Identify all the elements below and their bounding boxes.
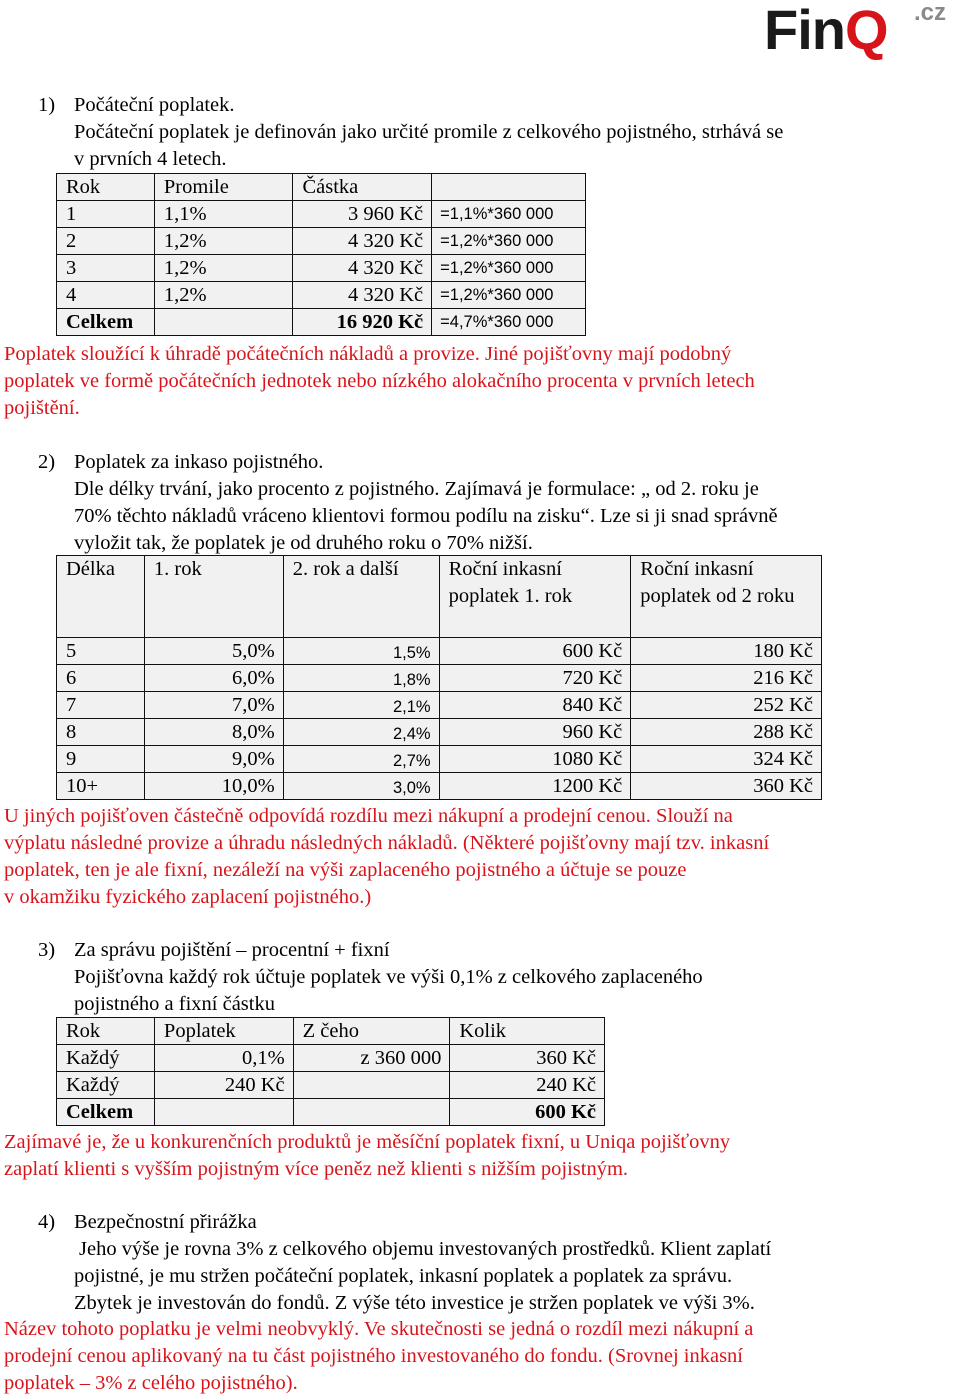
table-header-row	[57, 1018, 605, 1045]
section-2-note: výplatu následné provize a úhradu následných nákladů. (Některé pojišťovny mají tzv. inkasní	[4, 832, 770, 854]
section-4-text: Zbytek je investován do fondů. Z výše této investice je stržen poplatek ve výši 3%.	[74, 1292, 755, 1314]
collection-fee-table	[56, 555, 822, 800]
table-cell: 1,5%	[283, 638, 439, 665]
table-header-cell: Rok	[57, 174, 155, 201]
table-cell: 1,8%	[283, 665, 439, 692]
table-header-row	[57, 174, 586, 201]
table-cell: 4 320 Kč	[293, 255, 432, 282]
table-row	[57, 692, 822, 719]
table-row	[57, 746, 822, 773]
table-cell: 10+	[57, 773, 145, 800]
section-2-text: 70% těchto nákladů vráceno klientovi formou podílu na zisku“. Lze si ji snad správně	[74, 505, 778, 527]
table-cell	[293, 1072, 450, 1099]
table-cell	[293, 1099, 450, 1126]
section-2-note: v okamžiku fyzického zaplacení pojistného.)	[4, 886, 372, 908]
table-cell: 720 Kč	[439, 665, 631, 692]
table-cell: 7	[57, 692, 145, 719]
table-total-row	[57, 309, 586, 336]
section-2-note: U jiných pojišťoven částečně odpovídá rozdílu mezi nákupní a prodejní cenou. Slouží na	[4, 805, 733, 827]
section-3-text: Pojišťovna každý rok účtuje poplatek ve výši 0,1% z celkového zaplaceného	[74, 966, 703, 988]
section-2-number: 2)	[38, 451, 56, 473]
section-4-note: prodejní cenou aplikovaný na tu část pojistného investovaného do fondu. (Srovnej inkasní	[4, 1345, 743, 1367]
table-cell: 5,0%	[144, 638, 283, 665]
table-cell: =1,1%*360 000	[432, 201, 586, 228]
section-4-text: Jeho výše je rovna 3% z celkového objemu investovaných prostředků. Klient zaplatí	[79, 1238, 772, 1260]
table-cell: 1080 Kč	[439, 746, 631, 773]
table-cell: Každý	[57, 1045, 155, 1072]
table-cell: 1	[57, 201, 155, 228]
table-cell: 288 Kč	[631, 719, 822, 746]
table-cell: 10,0%	[144, 773, 283, 800]
section-4-note: Název tohoto poplatku je velmi neobvyklý. Ve skutečnosti se jedná o rozdíl mezi nákupní a	[4, 1318, 754, 1340]
section-1-text: v prvních 4 letech.	[74, 148, 227, 170]
table-cell: 240 Kč	[450, 1072, 605, 1099]
table-cell: 3	[57, 255, 155, 282]
section-1-note: pojištění.	[4, 397, 80, 419]
table-cell: 1,1%	[154, 201, 293, 228]
table-cell: 5	[57, 638, 145, 665]
section-4-note: poplatek – 3% z celého pojistného).	[4, 1372, 298, 1394]
table-cell: 6	[57, 665, 145, 692]
table-row	[57, 1072, 605, 1099]
table-cell: 9	[57, 746, 145, 773]
section-3-number: 3)	[38, 939, 56, 961]
table-total-row	[57, 1099, 605, 1126]
table-cell: 6,0%	[144, 665, 283, 692]
table-cell: 2,7%	[283, 746, 439, 773]
admin-fee-table	[56, 1017, 605, 1126]
table-cell: 3,0%	[283, 773, 439, 800]
table-cell	[154, 309, 293, 336]
table-header-cell: Z čeho	[293, 1018, 450, 1045]
table-header-cell: 2. rok a další	[283, 556, 439, 638]
table-row	[57, 638, 822, 665]
table-cell: Celkem	[57, 309, 155, 336]
table-row	[57, 201, 586, 228]
table-cell: 1,2%	[154, 255, 293, 282]
section-2-text: vyložit tak, že poplatek je od druhého roku o 70% nižší.	[74, 532, 533, 554]
table-header-cell: Rok	[57, 1018, 155, 1045]
table-cell: 360 Kč	[631, 773, 822, 800]
table-row	[57, 719, 822, 746]
table-cell: =1,2%*360 000	[432, 255, 586, 282]
table-cell: 2,4%	[283, 719, 439, 746]
table-cell: 960 Kč	[439, 719, 631, 746]
section-2-text: Dle délky trvání, jako procento z pojistného. Zajímavá je formulace: „ od 2. roku je	[74, 478, 759, 500]
table-header-row	[57, 556, 822, 638]
section-4-number: 4)	[38, 1211, 56, 1233]
section-1-text: Počáteční poplatek je definován jako určité promile z celkového pojistného, strhává se	[74, 121, 784, 143]
table-cell: 0,1%	[154, 1045, 293, 1072]
table-cell: 2,1%	[283, 692, 439, 719]
logo-q: Q	[844, 0, 888, 61]
table-header-cell: Délka	[57, 556, 145, 638]
table-cell: Celkem	[57, 1099, 155, 1126]
table-row	[57, 282, 586, 309]
table-cell: 1,2%	[154, 228, 293, 255]
table-cell: 2	[57, 228, 155, 255]
table-cell: 7,0%	[144, 692, 283, 719]
table-cell: 1,2%	[154, 282, 293, 309]
table-header-cell	[432, 174, 586, 201]
section-1-note: poplatek ve formě počátečních jednotek nebo nízkého alokačního procenta v prvních letech	[4, 370, 755, 392]
table-cell: 324 Kč	[631, 746, 822, 773]
table-cell: 252 Kč	[631, 692, 822, 719]
section-1-number: 1)	[38, 94, 56, 116]
table-cell: 3 960 Kč	[293, 201, 432, 228]
table-cell: 360 Kč	[450, 1045, 605, 1072]
table-cell: 600 Kč	[450, 1099, 605, 1126]
section-3-note: zaplatí klienti s vyšším pojistným více peněz než klienti s nižším pojistným.	[4, 1158, 629, 1180]
table-cell: 4 320 Kč	[293, 282, 432, 309]
table-cell: =1,2%*360 000	[432, 228, 586, 255]
table-cell: 240 Kč	[154, 1072, 293, 1099]
table-cell: =1,2%*360 000	[432, 282, 586, 309]
table-cell: 8	[57, 719, 145, 746]
section-1-note: Poplatek sloužící k úhradě počátečních nákladů a provize. Jiné pojišťovny mají podobný	[4, 343, 732, 365]
table-cell: 9,0%	[144, 746, 283, 773]
table-cell: 840 Kč	[439, 692, 631, 719]
table-header-cell: Promile	[154, 174, 293, 201]
section-3-title: Za správu pojištění – procentní + fixní	[74, 939, 390, 961]
logo-tld: .cz	[914, 0, 947, 26]
table-header-cell: Kolik	[450, 1018, 605, 1045]
table-cell: 216 Kč	[631, 665, 822, 692]
table-cell: 4	[57, 282, 155, 309]
section-3-note: Zajímavé je, že u konkurenčních produktů je měsíční poplatek fixní, u Uniqa pojišťovny	[4, 1131, 731, 1153]
table-cell: z 360 000	[293, 1045, 450, 1072]
table-cell: 180 Kč	[631, 638, 822, 665]
section-2-title: Poplatek za inkaso pojistného.	[74, 451, 324, 473]
section-3-text: pojistného a fixní částku	[74, 993, 275, 1015]
table-cell	[154, 1099, 293, 1126]
table-cell: =4,7%*360 000	[432, 309, 586, 336]
table-row	[57, 665, 822, 692]
section-4-title: Bezpečnostní přirážka	[74, 1211, 257, 1233]
table-header-cell: Roční inkasní poplatek od 2 roku	[631, 556, 822, 638]
table-row	[57, 773, 822, 800]
table-cell: Každý	[57, 1072, 155, 1099]
section-4-text: pojistné, je mu stržen počáteční poplatek, inkasní poplatek a poplatek za správu.	[74, 1265, 733, 1287]
table-cell: 600 Kč	[439, 638, 631, 665]
table-cell: 4 320 Kč	[293, 228, 432, 255]
table-row	[57, 228, 586, 255]
table-row	[57, 1045, 605, 1072]
logo-text: Fin	[764, 0, 845, 61]
section-1-title: Počáteční poplatek.	[74, 94, 235, 116]
section-2-note: poplatek, ten je ale fixní, nezáleží na výši zaplaceného pojistného a účtuje se pouze	[4, 859, 687, 881]
table-cell: 8,0%	[144, 719, 283, 746]
table-header-cell: Poplatek	[154, 1018, 293, 1045]
initial-fee-table	[56, 173, 586, 336]
table-cell: 16 920 Kč	[293, 309, 432, 336]
table-header-cell: Částka	[293, 174, 432, 201]
finq-logo	[764, 0, 947, 61]
table-cell: 1200 Kč	[439, 773, 631, 800]
table-row	[57, 255, 586, 282]
table-header-cell: Roční inkasní poplatek 1. rok	[439, 556, 631, 638]
table-header-cell: 1. rok	[144, 556, 283, 638]
